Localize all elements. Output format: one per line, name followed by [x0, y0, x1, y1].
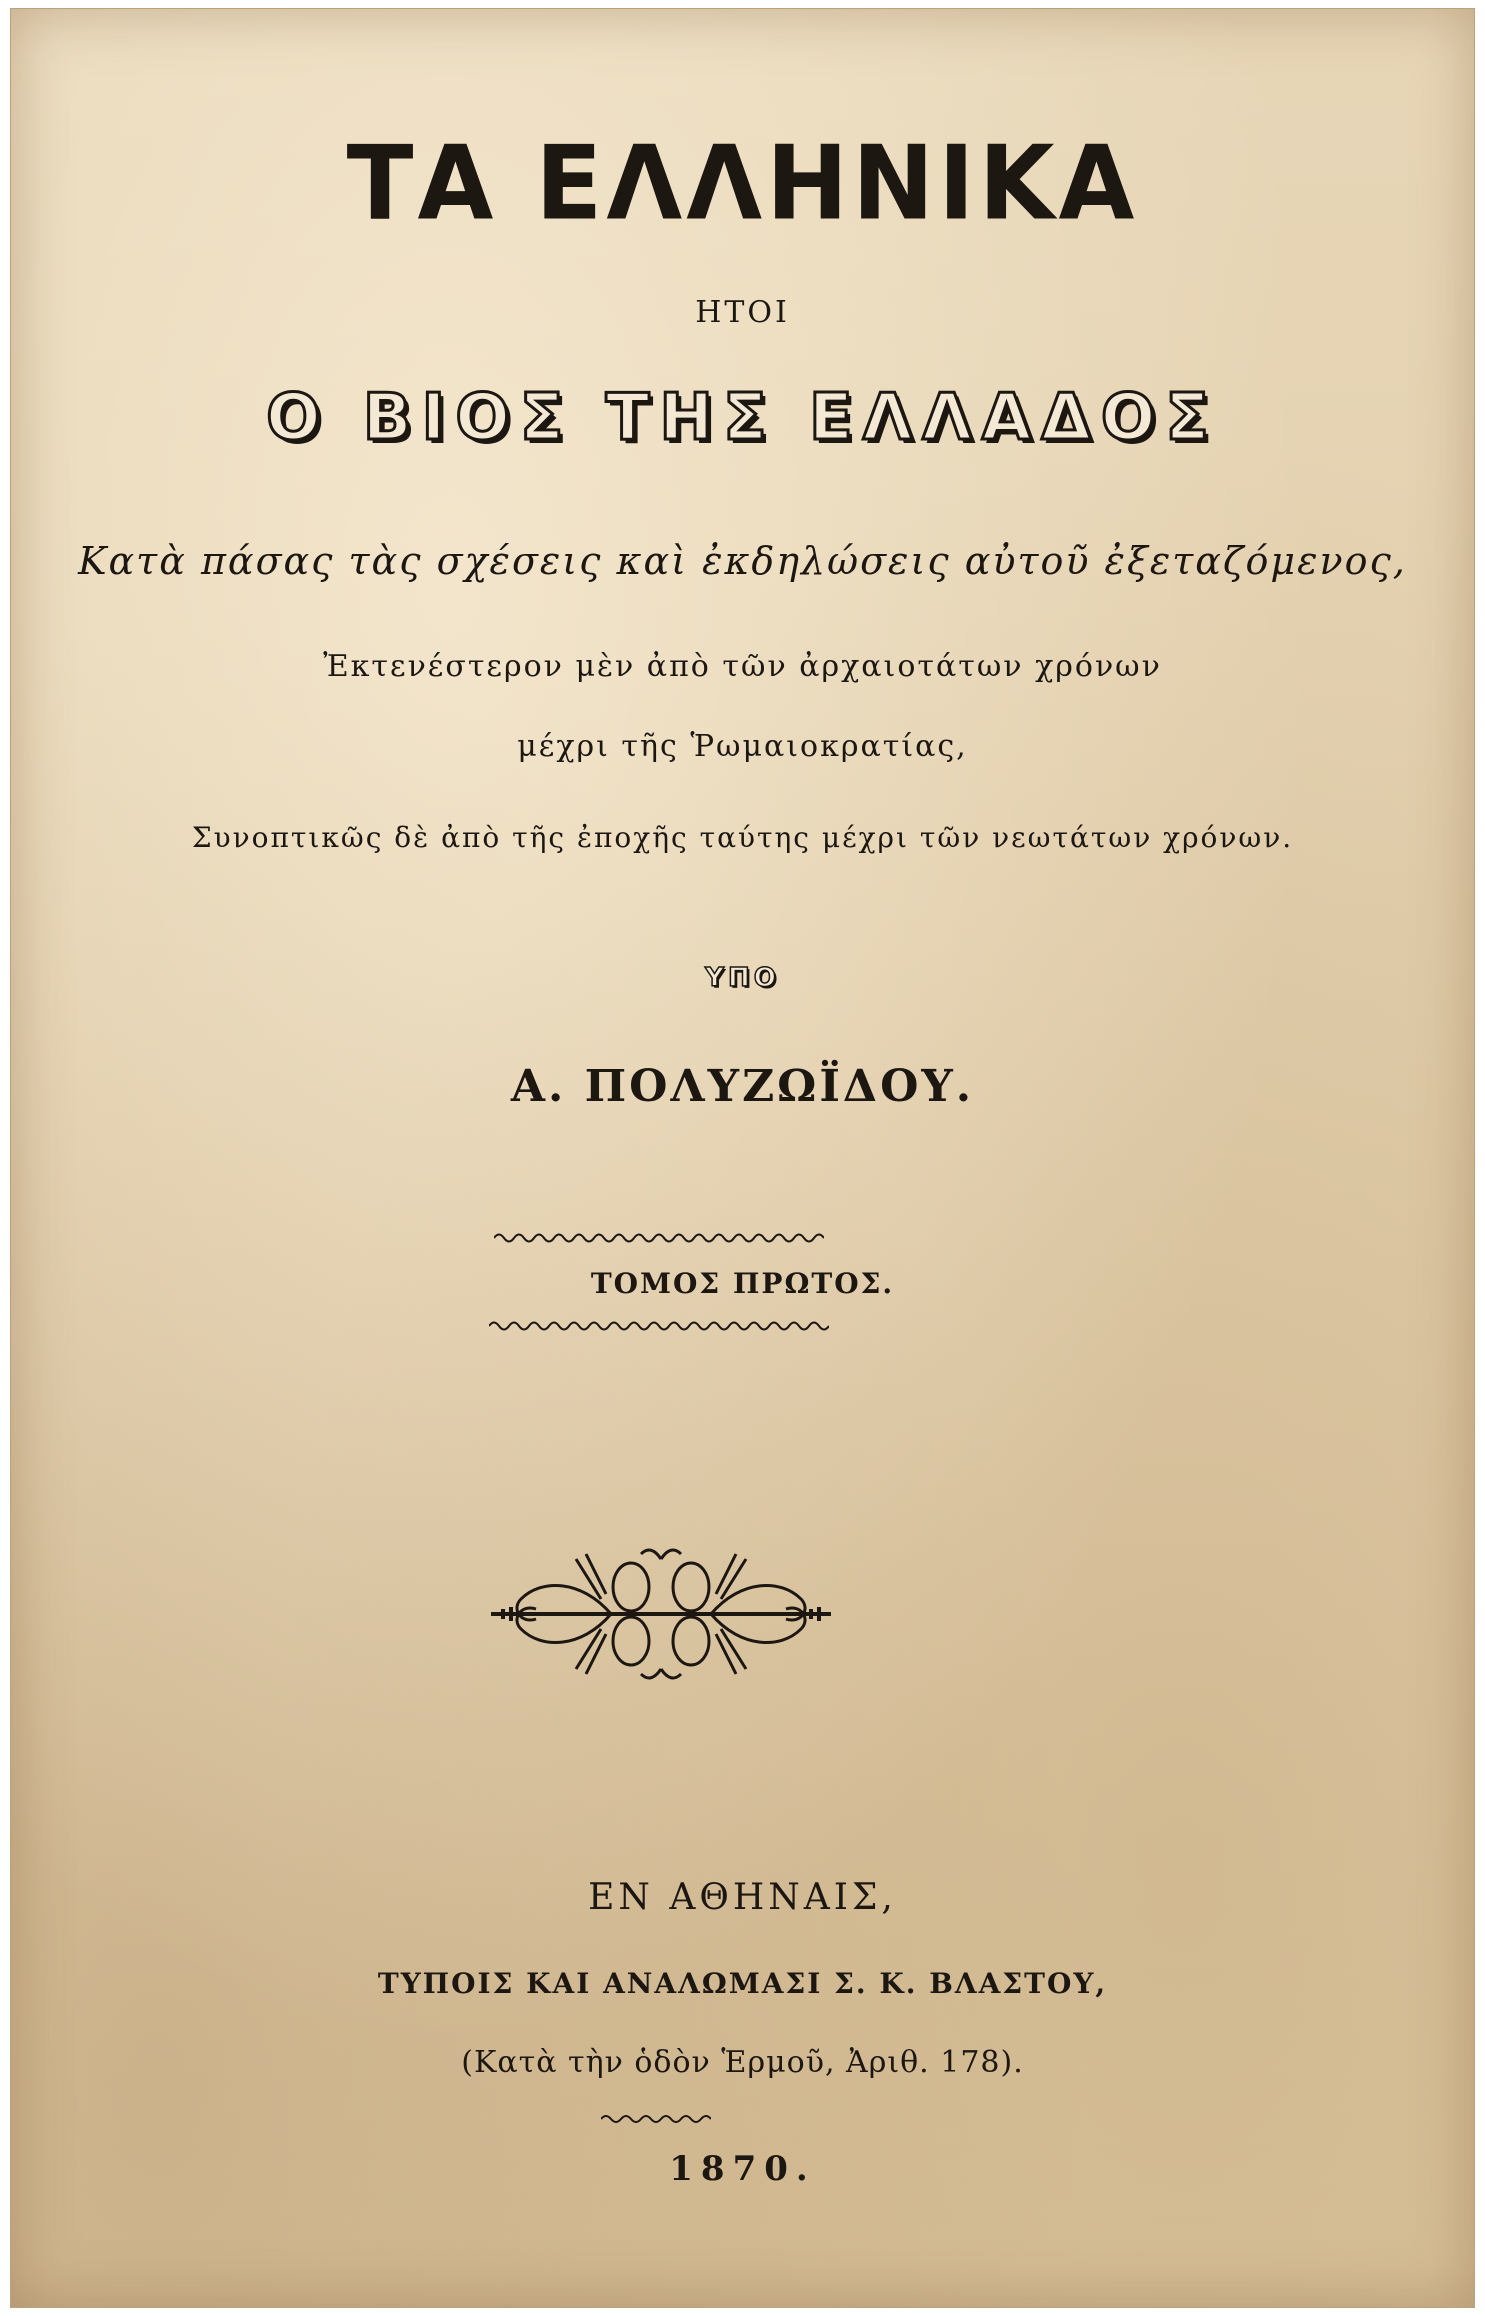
description-line-2: Ἐκτενέστερον μὲν ἀπὸ τῶν ἀρχαιοτάτων χρόνων [323, 649, 1162, 684]
description-line-4: Συνοπτικῶς δὲ ἀπὸ τῆς ἐποχῆς ταύτης μέχρι τῶν νεωτάτων χρόνων. [191, 821, 1294, 854]
description-line-3: μέχρι τῆς Ῥωμαιοκρατίας, [517, 729, 968, 764]
wavy-rule-divider-small [601, 2113, 711, 2125]
description-line-1: Κατὰ πάσας τὰς σχέσεις καὶ ἐκδηλώσεις αὐτοῦ ἐξεταζόμενος, [78, 539, 1407, 583]
fleuron-ornament-icon [481, 1539, 841, 1689]
publication-year: 1870. [669, 2149, 816, 2189]
volume-label: ΤΟΜΟΣ ΠΡΩΤΟΣ. [590, 1267, 895, 1300]
title-page [10, 8, 1475, 2308]
conjunction-text: ΗΤΟΙ [695, 295, 790, 330]
book-title: ΤΑ ΕΛΛΗΝΙΚΑ [346, 124, 1139, 244]
book-subtitle: Ο ΒΙΟΣ ΤΗΣ ΕΛΛΑΔΟΣ [266, 381, 1219, 455]
by-label: ΥΠΟ [705, 963, 780, 993]
author-name: Α. ΠΟΛΥΖΩΪΔΟΥ. [510, 1061, 975, 1112]
printer-line: ΤΥΠΟΙΣ ΚΑΙ ΑΝΑΛΩΜΑΣΙ Σ. Κ. ΒΛΑΣΤΟΥ, [377, 1967, 1108, 2000]
wavy-rule-divider-bottom [489, 1319, 829, 1333]
publication-place: ΕΝ ΑΘΗΝΑΙΣ, [588, 1877, 897, 1918]
printer-address: (Κατὰ τὴν ὁδὸν Ἑρμοῦ, Ἀριθ. 178). [461, 2045, 1024, 2080]
wavy-rule-divider-top [494, 1231, 824, 1245]
